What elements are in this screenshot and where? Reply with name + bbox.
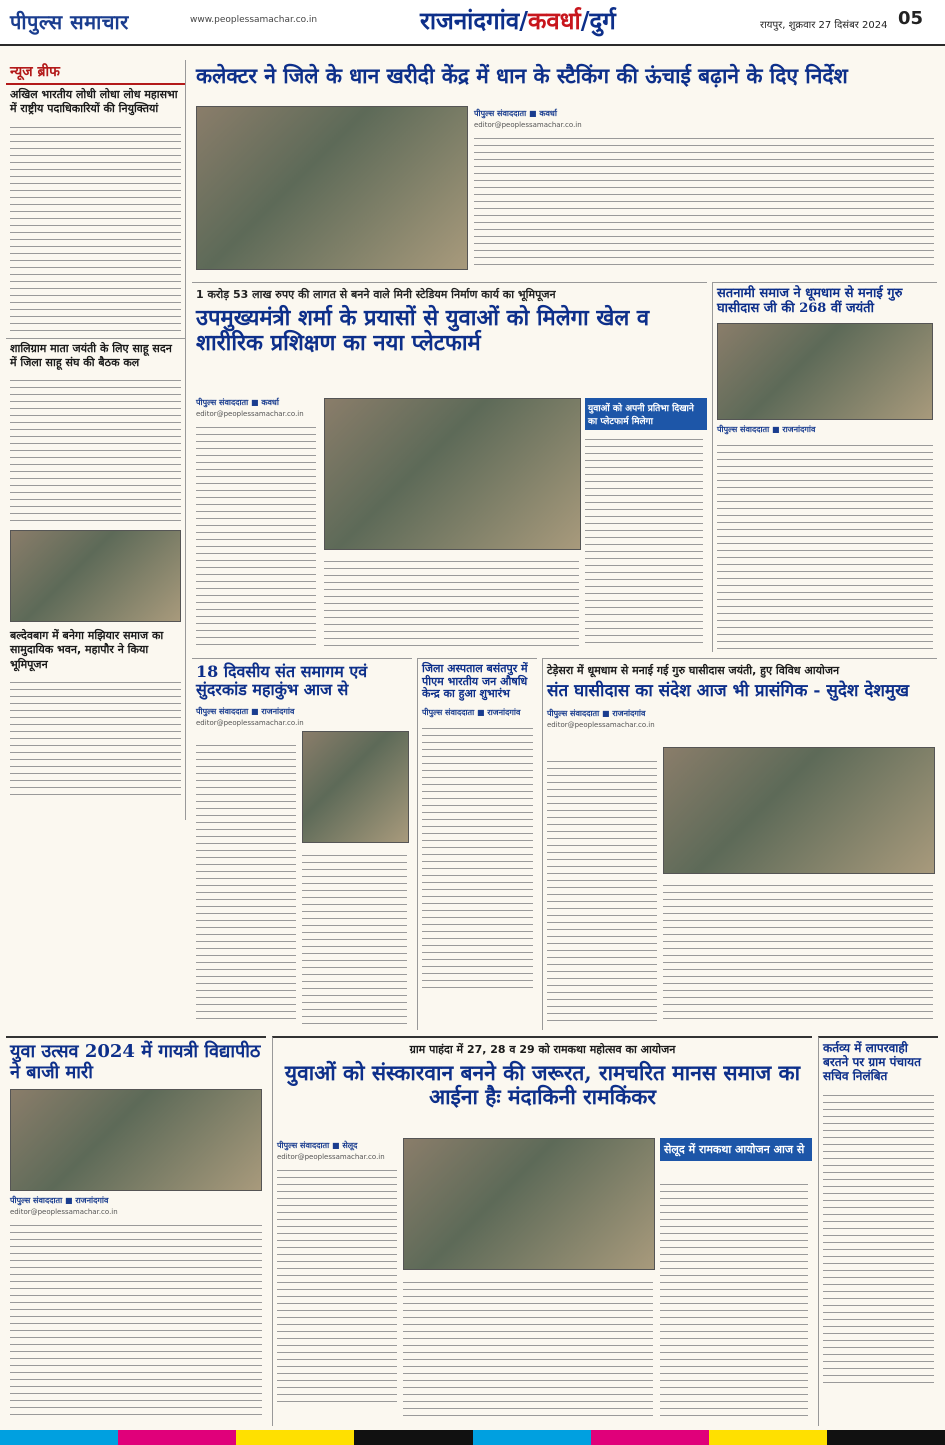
gayatri-body: [10, 1219, 262, 1419]
sant-samagam-body: [196, 739, 296, 1024]
section-title: [420, 4, 616, 37]
deshmukh-body: [547, 755, 657, 1025]
deshmukh-story: [542, 658, 937, 1030]
stadium-email[interactable]: editor@peoplessamachar.co.in: [196, 410, 304, 418]
stadium-byline: पीपुल्स संवाददाता ■ कवर्धा: [196, 398, 279, 407]
sant-samagam-story: [192, 658, 412, 1030]
aushadhi-story: [417, 658, 537, 1030]
section-b: कवर्धा: [527, 6, 581, 35]
top-story-headline[interactable]: कलेक्टर ने जिले के धान खरीदी केंद्र में धान के स्टैकिंग की ऊंचाई बढ़ाने के दिए निर्देश: [196, 63, 848, 88]
sant-photo: [302, 731, 409, 843]
top-story-byline: पीपुल्स संवाददाता ■ कवर्धा: [474, 109, 557, 118]
ramkatha-byline: पीपुल्स संवाददाता ■ सेलूद: [277, 1141, 358, 1150]
ramkatha-email[interactable]: editor@peoplessamachar.co.in: [277, 1153, 385, 1161]
brief-body-3: [6, 674, 185, 803]
deshmukh-email[interactable]: editor@peoplessamachar.co.in: [547, 720, 655, 729]
ramkatha-photo: [403, 1138, 655, 1270]
deshmukh-body-2: [663, 879, 933, 1025]
ramkatha-box: सेलूद में रामकथा आयोजन आज से: [660, 1138, 812, 1161]
satnami-photo: [717, 323, 933, 420]
gayatri-email[interactable]: editor@peoplessamachar.co.in: [10, 1208, 118, 1217]
brief-title-3[interactable]: बल्देवबाग में बनेगा मझियार समाज का सामुदायिक भवन, महापौर ने किया भूमिपूजन: [10, 629, 164, 671]
brief-body-1: [6, 119, 185, 338]
satnami-headline[interactable]: सतनामी समाज ने धूमधाम से मनाई गुरु घासीदास जी की 268 वीं जयंती: [717, 286, 903, 316]
section-c: /दुर्ग: [580, 6, 616, 35]
print-color-bar: [0, 1430, 945, 1445]
gayatri-photo: [10, 1089, 262, 1191]
satnami-story: [712, 282, 937, 652]
masthead: [0, 0, 945, 46]
satnami-body: [717, 439, 933, 649]
gayatri-story: [6, 1036, 266, 1426]
ramkatha-story: [272, 1036, 812, 1426]
brief-body-2: [6, 372, 185, 526]
stadium-box: युवाओं को अपनी प्रतिभा दिखाने का प्लेटफार्म मिलेगा: [585, 398, 707, 430]
sant-samagam-byline: पीपुल्स संवाददाता ■ राजनांदगांव: [196, 706, 295, 716]
sant-samagam-headline[interactable]: 18 दिवसीय संत समागम एवं सुंदरकांड महाकुंभ आज से: [196, 662, 368, 700]
dateline: रायपुर, शुक्रवार 27 दिसंबर 2024: [760, 20, 888, 31]
panchayat-headline[interactable]: कर्तव्य में लापरवाही बरतने पर ग्राम पंचायत सचिव निलंबित: [823, 1041, 921, 1083]
stadium-photo: [324, 398, 581, 550]
ramkatha-body: [277, 1164, 397, 1404]
deshmukh-byline: पीपुल्स संवाददाता ■ राजनांदगांव: [547, 708, 646, 718]
news-brief-column: [6, 60, 186, 820]
ramkatha-headline[interactable]: युवाओं को संस्कारवान बनने की जरूरत, रामचरित मानस समाज का आईना हैः मंदाकिनी रामकिंकर: [284, 1060, 801, 1110]
newspaper-logo[interactable]: पीपुल्स समाचार: [10, 10, 129, 34]
sant-samagam-body-2: [302, 849, 407, 1024]
website-url[interactable]: www.peoplessamachar.co.in: [190, 15, 318, 25]
ramkatha-body-2: [403, 1276, 653, 1421]
page-number: 05: [898, 8, 924, 29]
aushadhi-byline: पीपुल्स संवाददाता ■ राजनांदगांव: [422, 707, 521, 717]
ramkatha-body-3: [660, 1178, 808, 1421]
top-story-photo: [196, 106, 468, 270]
stadium-body: [196, 421, 316, 646]
brief-photo: [10, 530, 181, 622]
ramkatha-kicker: ग्राम पाहंदा में 27, 28 व 29 को रामकथा महोत्सव का आयोजन: [409, 1043, 676, 1056]
deshmukh-headline[interactable]: संत घासीदास का संदेश आज भी प्रासंगिक - सुदेश देशमुख: [547, 681, 909, 701]
brief-title-2[interactable]: शालिग्राम माता जयंती के लिए साहू सदन में जिला साहू संघ की बैठक कल: [6, 338, 185, 373]
satnami-byline: पीपुल्स संवाददाता ■ राजनांदगांव: [717, 424, 816, 434]
news-brief-heading: न्यूज ब्रीफ: [6, 60, 185, 85]
stadium-kicker: 1 करोड़ 53 लाख रुपए की लागत से बनने वाले मिनी स्टेडियम निर्माण कार्य का भूमिपूजन: [196, 288, 556, 301]
gayatri-headline[interactable]: युवा उत्सव 2024 में गायत्री विद्यापीठ ने बाजी मारी: [10, 1041, 261, 1083]
stadium-story: [192, 282, 707, 652]
aushadhi-headline[interactable]: जिला अस्पताल बसंतपुर में पीएम भारतीय जन औषधि केन्द्र का हुआ शुभारंभ: [422, 662, 528, 701]
deshmukh-photo: [663, 747, 935, 874]
section-a: राजनांदगांव/: [420, 6, 528, 35]
stadium-headline[interactable]: उपमुख्यमंत्री शर्मा के प्रयासों से युवाओं को मिलेगा खेल व शारीरिक प्रशिक्षण का नया प्लेटफार्म: [196, 305, 650, 357]
aushadhi-body: [422, 722, 533, 992]
gayatri-byline: पीपुल्स संवाददाता ■ राजनांदगांव: [10, 1196, 109, 1206]
brief-title-1[interactable]: अखिल भारतीय लोधी लोधा लोध महासभा में राष्ट्रीय पदाधिकारियों की नियुक्तियां: [10, 88, 178, 116]
stadium-body-2: [324, 555, 579, 650]
deshmukh-kicker: टेड़ेसरा में धूमधाम से मनाई गई गुरु घासीदास जयंती, हुए विविध आयोजन: [547, 664, 840, 677]
stadium-body-3: [585, 433, 703, 648]
panchayat-story: [818, 1036, 938, 1426]
top-story-email[interactable]: editor@peoplessamachar.co.in: [474, 121, 582, 129]
top-story-body: [474, 132, 934, 267]
panchayat-body: [823, 1089, 934, 1389]
sant-samagam-email[interactable]: editor@peoplessamachar.co.in: [196, 718, 304, 727]
top-story: [192, 60, 937, 275]
